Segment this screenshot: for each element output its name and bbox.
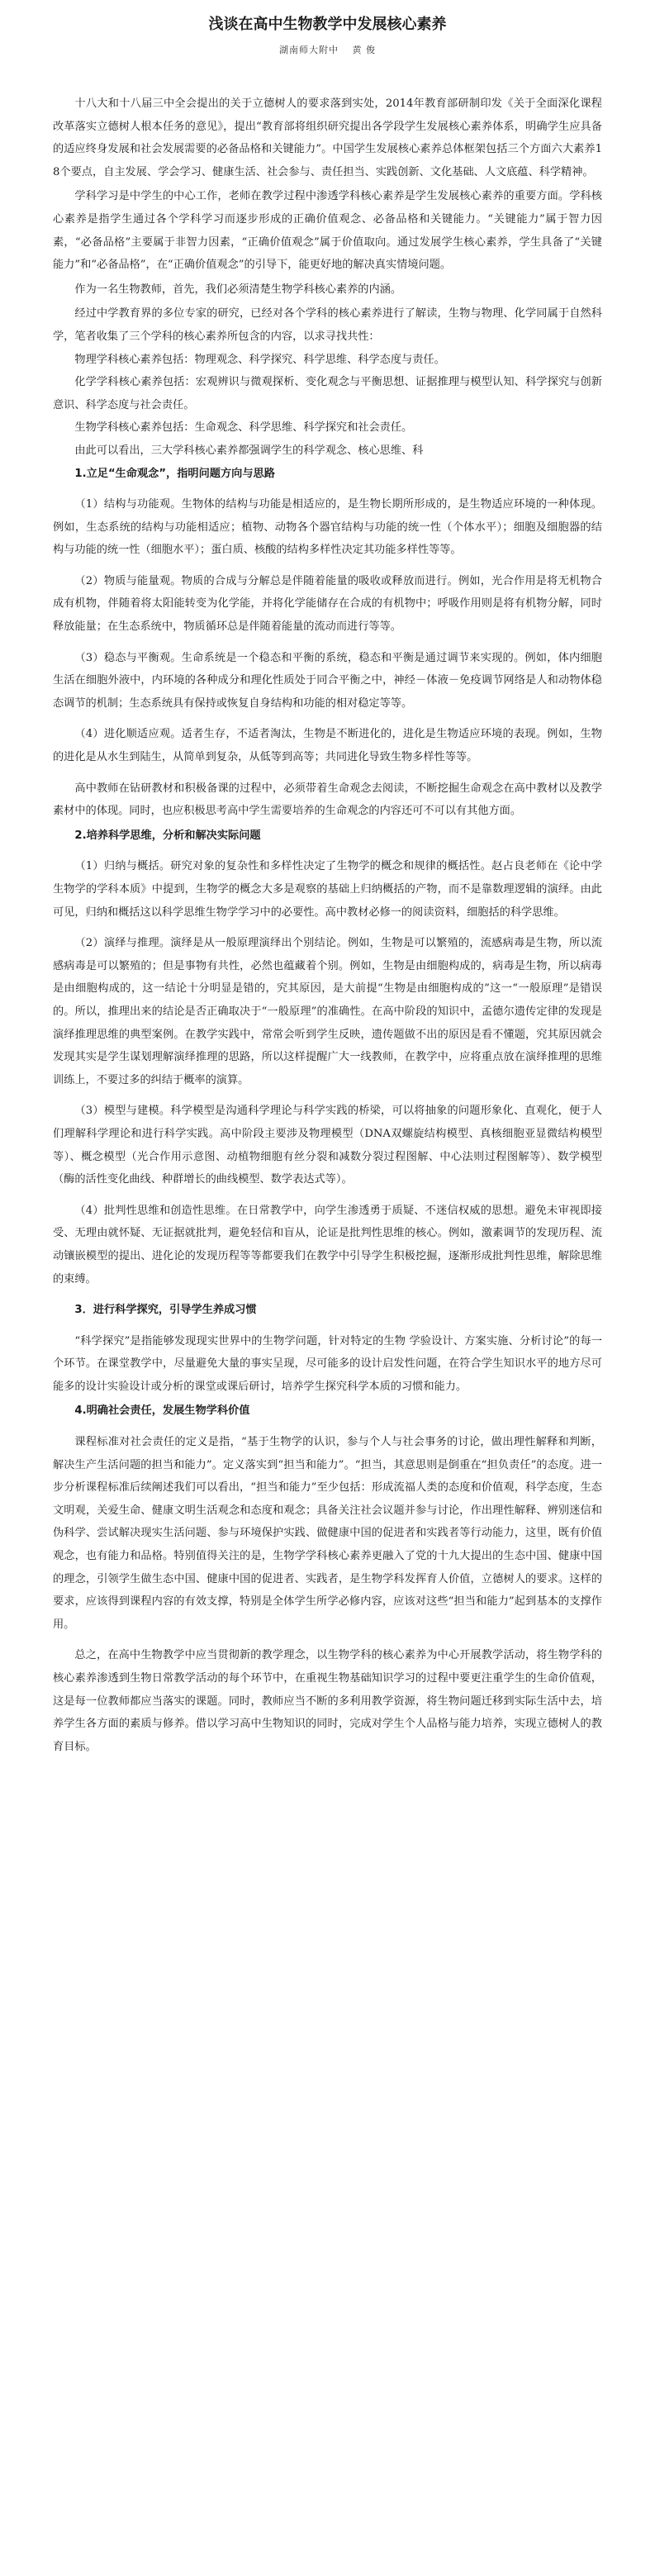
paragraph-physics-literacy: 物理学科核心素养包括：物理观念、科学探究、科学思维、科学态度与责任。 <box>74 353 445 366</box>
section-heading-1: 1.立足“生命观念”，指明问题方向与思路 <box>74 467 275 480</box>
article-title: 浅谈在高中生物教学中发展核心素养 <box>208 16 447 33</box>
section-heading-4: 4.明确社会责任，发展生物学科价值 <box>74 1404 250 1418</box>
paragraph-chemistry-literacy: 化学学科核心素养包括：宏观辨识与微观探析、变化观念与平衡思想、证据推理与模型认知、科学探究与创新意识、科学态度与社会责任。 <box>53 376 602 411</box>
paragraph-induction: （1）归纳与概括。研究对象的复杂性和多样性决定了生物学的概念和规律的概括性。赵占良老师在《论中学生物学的学科本质》中提到，生物学的概念大多是观察的基础上归纳概括的产物，而不是靠数理逻辑的演绎。由此可见，归纳和概括这以科学思维生物学学习中的必要性。高中教材必修一的阅读资料，细胞括的科学思维。 <box>53 860 602 919</box>
paragraph-matter-energy: （2）物质与能量观。物质的合成与分解总是伴随着能量的吸收或释放而进行。例如，光合作用是将无机物合成有机物，伴随着将太阳能转变为化学能，并将化学能储存在合成的有机物中；呼吸作用则是将有机物分解，同时释放能量；在生态系统中，物质循环总是伴随着能量的流动而进行等等。 <box>53 574 602 634</box>
paragraph-inquiry: “科学探究”是指能够发现现实世界中的生物学问题，针对特定的生物 学验设计、方案实施、分析讨论”的每一个环节。在课堂教学中，尽量避免大量的事实呈现，尽可能多的设计启发性问题，在符合学生知识水平的地方尽可能多的设计实验设计或分析的课堂或课后研讨，培养学生探究科学本质的习惯和能力。 <box>53 1334 602 1393</box>
paragraph-biology-literacy: 生物学科核心素养包括：生命观念、科学思维、科学探究和社会责任。 <box>74 421 413 435</box>
paragraph-modeling: （3）模型与建模。科学模型是沟通科学理论与科学实践的桥梁，可以将抽象的问题形象化、直观化，便于人们理解科学理论和进行科学实践。高中阶段主要涉及物理模型（DNA双螺旋结构模型、真核细胞亚显微结构模型等）、概念模型（光合作用示意图、动植物细胞有丝分裂和减数分裂过程图解、中心法则过程图解等）、数学模型（酶的活性变化曲线、种群增长的曲线模型、数学表达式等）。 <box>53 1105 602 1186</box>
paragraph-deduction: （2）演绎与推理。演绎是从一般原理演绎出个别结论。例如，生物是可以繁殖的，流感病毒是生物，所以流感病毒是可以繁殖的；但是事物有共性，必然也蕴藏着个别。例如，生物是由细胞构成的，病毒是生物，所以病毒是由细胞构成的，这一结论十分明显是错的，究其原因，是大前提“生物是由细胞构成的”这一“一般原理”是错误的。所以，推理出来的结论是否正确取决于“一般原理”的准确性。在高中阶段的知识中，孟德尔遗传定律的发现是演绎推理思维的典型案例。在教学实践中，常常会听到学生反映，遗传题做不出的原因是看不懂题，究其原因就会发现其实是学生谋划理解演绎推理的思路，所以这样提醒广大一线教师，在教学中，应将重点放在演绎推理的思维训练上，不要过多的纠结于概率的演算。 <box>53 937 602 1086</box>
paragraph-intro-3: 作为一名生物教师，首先，我们必须清楚生物学科核心素养的内涵。 <box>74 283 402 296</box>
paragraph-critical-thinking: （4）批判性思维和创造性思维。在日常教学中，向学生渗透勇于质疑、不迷信权威的思想。避免未审视即接受、无理由就怀疑、无证据就批判，避免轻信和盲从，论证是批判性思维的核心。例如，激素调节的发现历程、流动镶嵌模型的提出、进化论的发现历程等等都要我们在教学中引导学生积极挖掘，逐渐形成批判性思维，解除思维的束缚。 <box>53 1204 602 1286</box>
paragraph-structure-function: （1）结构与功能观。生物体的结构与功能是相适应的，是生物长期所形成的，是生物适应环境的一种体现。例如，生态系统的结构与功能相适应；植物、动物各个器官结构与功能的统一性（个体水平）；细胞及细胞器的结构与功能的统一性（细胞水平）；蛋白质、核酸的结构多样性决定其功能多样性等等。 <box>53 498 602 557</box>
paragraph-intro-1: 十八大和十八届三中全会提出的关于立德树人的要求落到实处，2014年教育部研制印发《关于全面深化课程改革落实立德树人根本任务的意见》，提出“教育部将组织研究提出各学段学生发展核心素养体系，明确学生应具备的适应终身发展和社会发展需要的必备品格和关键能力”。中国学生发展核心素养总体框架包括三个方面六大素养18个要点，自主发展、学会学习、健康生活、社会参与、责任担当、实践创新、文化基础、人文底蕴、科学精神。 <box>53 97 602 178</box>
paragraph-social-responsibility: 课程标准对社会责任的定义是指，“基于生物学的认识，参与个人与社会事务的讨论，做出理性解释和判断，解决生产生活问题的担当和能力”。定义落实到“担当和能力”。“担当，其意思则是倒重在“担负责任”的态度。进一步分析课程标准后续阐述我们可以看出，“担当和能力”至少包括：形成流福人类的态度和价值观，科学态度，生态文明观，关爱生命、健康文明生活观念和态度和观念；具备关注社会议题并参与讨论，作出理性解释、辨别迷信和伪科学、尝试解决现实生活问题、参与环境保护实践、做健康中国的促进者和实践者等行动能力，这里，既有价值观念，也有能力和品格。特别值得关注的是，生物学学科核心素养更融入了党的十九大提出的生态中国、健康中国的理念，引领学生做生态中国、健康中国的促进者、实践者，是生物学科发挥育人价值，立德树人的要求。这样的要求，应该得到课程内容的有效支撑，特别是全体学生所学必修内容，应该对这些“担当和能力”起到基本的支撑作用。 <box>53 1436 602 1631</box>
paragraph-homeostasis: （3）稳态与平衡观。生命系统是一个稳态和平衡的系统，稳态和平衡是通过调节来实现的。例如，体内细胞生活在细胞外液中，内环境的各种成分和理化性质处于同合平衡之中，神经－体液－免疫调节网络是人和动物体稳态调节的机制；生态系统具有保持或恢复自身结构和功能的相对稳定等等。 <box>53 651 602 710</box>
author-school: 湖南师大附中 <box>279 45 339 55</box>
author-line <box>53 45 602 56</box>
author-name: 黄 俊 <box>352 45 376 55</box>
paragraph-intro-4: 经过中学教育界的多位专家的研究，已经对各个学科的核心素养进行了解读，生物与物理、化学同属于自然科学，笔者收集了三个学科的核心素养所包含的内容，以求寻找共性： <box>53 307 602 343</box>
paragraph-evolution: （4）进化顺适应观。适者生存，不适者淘汰，生物是不断进化的，进化是生物适应环境的表现。例如，生物的进化是从水生到陆生，从简单到复杂，从低等到高等；共同进化导致生物多样性等等。 <box>53 728 602 764</box>
paragraph-intro-summary: 由此可以看出，三大学科核心素养都强调学生的科学观念、核心思维、科 <box>74 444 424 457</box>
paragraph-conclusion: 总之，在高中生物教学中应当贯彻新的教学理念，以生物学科的核心素养为中心开展教学活动，将生物学科的核心素养渗透到生物日常教学活动的每个环节中，在重视生物基础知识学习的过程中要更注重学生的生命价值观，这是每一位教师都应当落实的课题。同时，教师应当不断的多利用教学资源，将生物问题迁移到实际生活中去，培养学生各方面的素质与修养。借以学习高中生物知识的同时，完成对学生个人品格与能力培养，实现立德树人的教育目标。 <box>53 1649 602 1753</box>
paragraph-section1-summary: 高中教师在钻研教材和积极备课的过程中，必须带着生命观念去阅读，不断挖掘生命观念在高中教材以及教学素材中的体现。同时，也应积极思考高中学生需要培养的生命观念的内容还可不可以有其他方面。 <box>53 782 602 818</box>
section-heading-2: 2.培养科学思维，分析和解决实际问题 <box>74 829 261 842</box>
paragraph-intro-2: 学科学习是中学生的中心工作，老师在教学过程中渗透学科核心素养是学生发展核心素养的重要方面。学科核心素养是指学生通过各个学科学习而逐步形成的正确价值观念、必备品格和关键能力。“关键能力”属于智力因素，“必备品格”主要属于非智力因素，“正确价值观念”属于价值取向。通过发展学生核心素养，学生具备了“关键能力”和“必备品格”，在“正确价值观念”的引导下，能更好地的解决真实情境问题。 <box>53 190 602 272</box>
section-heading-3: 3．进行科学探究，引导学生养成习惯 <box>74 1304 257 1317</box>
